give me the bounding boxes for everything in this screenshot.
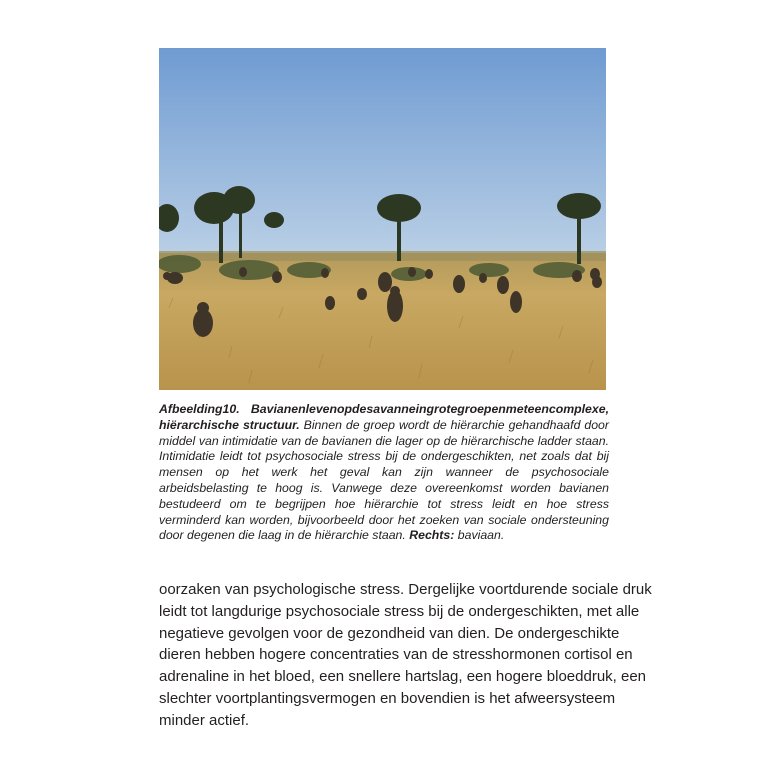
sky [159,48,606,263]
body-line: minder actief. [159,711,250,729]
body-line: slechter voortplantingsvermogen en bovendien is het afweersysteem [159,689,616,707]
body-line: leidt tot langdurige psychosociale stress bij de ondergeschikten, met alle [159,602,640,620]
body-line: dieren hebben hogere concentraties van de stresshormonen cortisol en [159,646,633,664]
savanna-baboon-photo [159,48,606,390]
figure-caption [159,402,609,544]
caption-right-label: Rechts: [409,528,455,543]
body-line: oorzaken van psychologische stress. Dergelijke voortdurende sociale druk [159,581,652,598]
caption-text: Binnen de groep wordt de hiërarchie gehandhaafd door middel van intimidatie van de bavianen die lager op de hiërarchische ladder staan. Intimidatie leidt tot psychosociale stress bij de ondergeschikten, net zoals dat bij mensen op het werk het geval kan zijn wanneer de psychosociale arbeidsbelasting te hoog is. Vanwege deze overeenkomst worden bavianen bestudeerd om te begrijpen hoe hiërarchie tot stress leidt en hoe stress verminderd kan worden, bijvoorbeeld door het zoeken van sociale ondersteuning door degenen die laag in de hiërarchie staan. [159,417,609,543]
body-paragraph [159,579,652,732]
caption-right-text: baviaan. [454,528,505,543]
body-line: negatieve gevolgen voor de gezondheid van dien. De ondergeschikte [159,624,620,642]
body-line: adrenaline in het bloed, een snellere hartslag, een hogere bloeddruk, een [159,668,647,686]
caption-title: Afbeelding10. Bavianenlevenopdesavanneingrotegroepenmeteencomplexe, hiërarchische structuur. [159,402,609,432]
